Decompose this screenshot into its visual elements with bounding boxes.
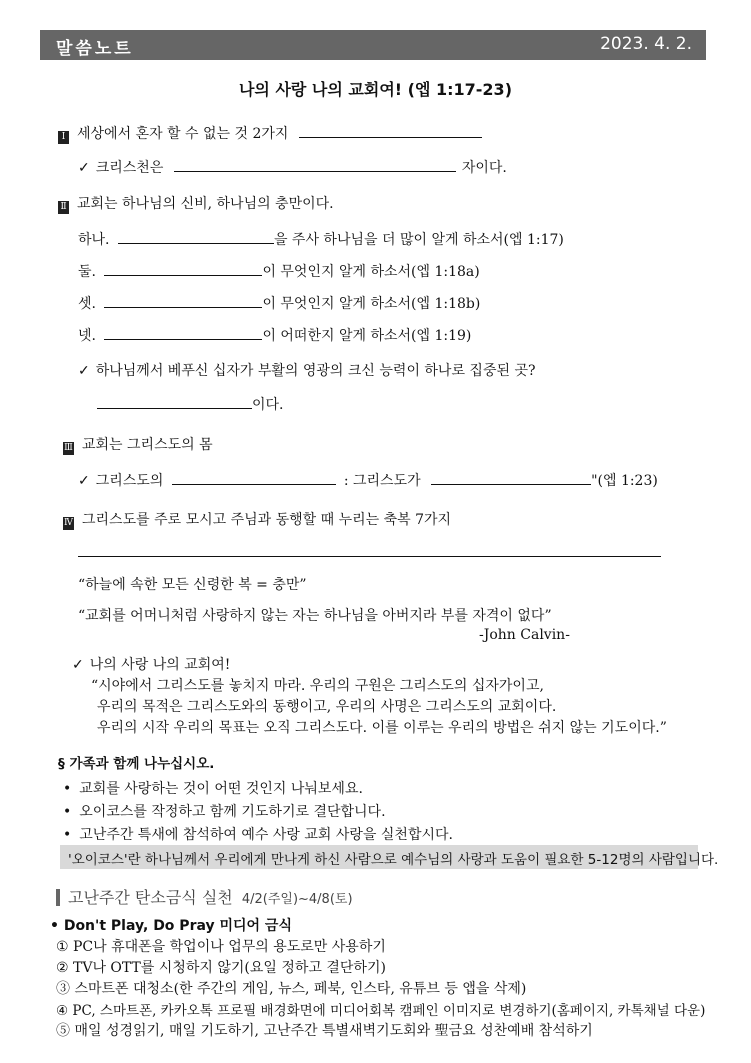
section3-prefix: 그리스도의 (95, 473, 164, 489)
header-bar (40, 30, 706, 60)
check-icon: ✓ (72, 657, 84, 673)
section1-check-suffix: 자이다. (461, 160, 507, 176)
oikos-note-text: '오이코스'란 하나님께서 우리에게 만나게 하신 사람으로 예수님의 사랑과 도움이 필요한 5-12명의 사람입니다. (68, 852, 719, 868)
fasting-item: ② TV나 OTT를 시청하지 않기(요일 정하고 결단하기) (56, 960, 386, 976)
section2-item (78, 261, 480, 281)
fasting-dates: 4/2(주일)~4/8(토) (241, 892, 353, 907)
item-suffix: 이 어떠한지 알게 하소서(엡 1:19) (262, 328, 472, 344)
quote-3-line: 우리의 시작 우리의 목표는 오직 그리스도다. 이를 이루는 우리의 방법은 쉬지 않는 기도이다.” (97, 720, 667, 736)
section2-text: 교회는 하나님의 신비, 하나님의 충만이다. (77, 196, 334, 212)
page-title: 나의 사랑 나의 교회여! (엡 1:17-23) (238, 80, 513, 99)
header-label: 말씀노트 (56, 39, 134, 59)
check-icon: ✓ (78, 363, 90, 379)
section3-text: 교회는 그리스도의 몸 (82, 437, 213, 453)
item-suffix: 이 무엇인지 알게 하소서(엡 1:18a) (262, 264, 480, 280)
quote-3-line: “시야에서 그리스도를 놓치지 마라. 우리의 구원은 그리스도의 십자가이고, (91, 678, 544, 694)
blank-line (104, 263, 262, 276)
section2-item (78, 293, 480, 313)
item-suffix: 을 주사 하나님을 더 많이 알게 하소서(엡 1:17) (273, 232, 564, 248)
section2-heading (58, 193, 334, 214)
blank-line (78, 556, 661, 557)
section1-numeral: Ⅰ (58, 131, 69, 144)
section1-check-text: 크리스천은 (95, 160, 164, 176)
section3-suffix: "(엡 1:23) (591, 473, 658, 489)
blank-line (299, 125, 482, 138)
fasting-heading-text: 고난주간 탄소금식 실천 (68, 888, 233, 907)
quote-3-title (72, 654, 230, 674)
section3-middle: : 그리스도가 (343, 473, 421, 489)
blank-line (174, 159, 456, 172)
fasting-item: ④ PC, 스마트폰, 카카오톡 프로필 배경화면에 미디어회복 캠페인 이미지로 변경하기(홈페이지, 카톡채널 다운) (56, 1003, 706, 1019)
family-bullet (63, 824, 453, 844)
section2-check (78, 360, 536, 380)
quote-3-title-text: 나의 사랑 나의 교회여! (89, 657, 231, 673)
item-suffix: 이 무엇인지 알게 하소서(엡 1:18b) (262, 296, 481, 312)
section4-heading (63, 509, 451, 530)
blank-line (118, 231, 274, 244)
family-bullet-text: 고난주간 특새에 참석하여 예수 사랑 교회 사랑을 실천합시다. (79, 827, 453, 843)
section3-check (78, 470, 658, 490)
quote-2: “교회를 어머니처럼 사랑하지 않는 자는 하나님을 아버지라 부를 자격이 없다” (78, 608, 552, 624)
item-label: 셋. (78, 296, 96, 312)
section2-question: 하나님께서 베푸신 십자가 부활의 영광의 크신 능력이 하나로 집중된 곳? (95, 363, 536, 379)
blank-line (431, 472, 591, 485)
fasting-subheading: • Don't Play, Do Pray 미디어 금식 (50, 918, 292, 934)
section2-item (78, 325, 471, 345)
section2-answer-suffix: 이다. (252, 397, 284, 413)
oikos-note (60, 845, 719, 869)
quote-3-line: 우리의 목적은 그리스도와의 동행이고, 우리의 사명은 그리스도의 교회이다. (97, 699, 557, 715)
quote-2-author: -John Calvin- (479, 627, 570, 643)
blank-line (104, 295, 262, 308)
section4-text: 그리스도를 주로 모시고 주님과 동행할 때 누리는 축복 7가지 (82, 512, 452, 528)
family-bullet-text: 오이코스를 작정하고 함께 기도하기로 결단합니다. (79, 804, 386, 820)
item-label: 넷. (78, 328, 96, 344)
fasting-item: ⑤ 매일 성경읽기, 매일 기도하기, 고난주간 특별새벽기도회와 聖금요 성찬예배 참석하기 (56, 1023, 593, 1039)
item-label: 둘. (78, 264, 96, 280)
section2-item (78, 229, 564, 249)
quote-1: “하늘에 속한 모든 신령한 복 = 충만” (78, 577, 307, 593)
fasting-heading (56, 885, 353, 908)
bullet-icon: • (63, 827, 72, 843)
section1-heading (58, 123, 482, 144)
fasting-item: ③ 스마트폰 대청소(한 주간의 게임, 뉴스, 페북, 인스타, 유튜브 등 앱을 삭제) (56, 981, 527, 997)
blank-line (172, 472, 336, 485)
family-heading: § 가족과 함께 나누십시오. (58, 756, 215, 772)
fasting-item: ① PC나 휴대폰을 학업이나 업무의 용도로만 사용하기 (56, 939, 386, 955)
blank-line (104, 327, 262, 340)
blank-line (97, 396, 252, 409)
family-bullet (63, 801, 386, 821)
bullet-icon: • (63, 804, 72, 820)
check-icon: ✓ (78, 160, 90, 176)
family-bullet (63, 778, 363, 798)
section-bar (56, 889, 60, 906)
section1-text: 세상에서 혼자 할 수 없는 것 2가지 (77, 126, 289, 142)
bullet-icon: • (63, 781, 72, 797)
section2-answer (97, 394, 284, 414)
check-icon: ✓ (78, 473, 90, 489)
section2-numeral: Ⅱ (58, 201, 69, 214)
section3-numeral: Ⅲ (64, 443, 73, 453)
section3-heading (63, 434, 213, 455)
header-date: 2023. 4. 2. (600, 34, 692, 54)
item-label: 하나. (78, 232, 110, 248)
section4-numeral: Ⅳ (64, 518, 73, 528)
section1-check (78, 157, 507, 177)
family-bullet-text: 교회를 사랑하는 것이 어떤 것인지 나눠보세요. (79, 781, 363, 797)
